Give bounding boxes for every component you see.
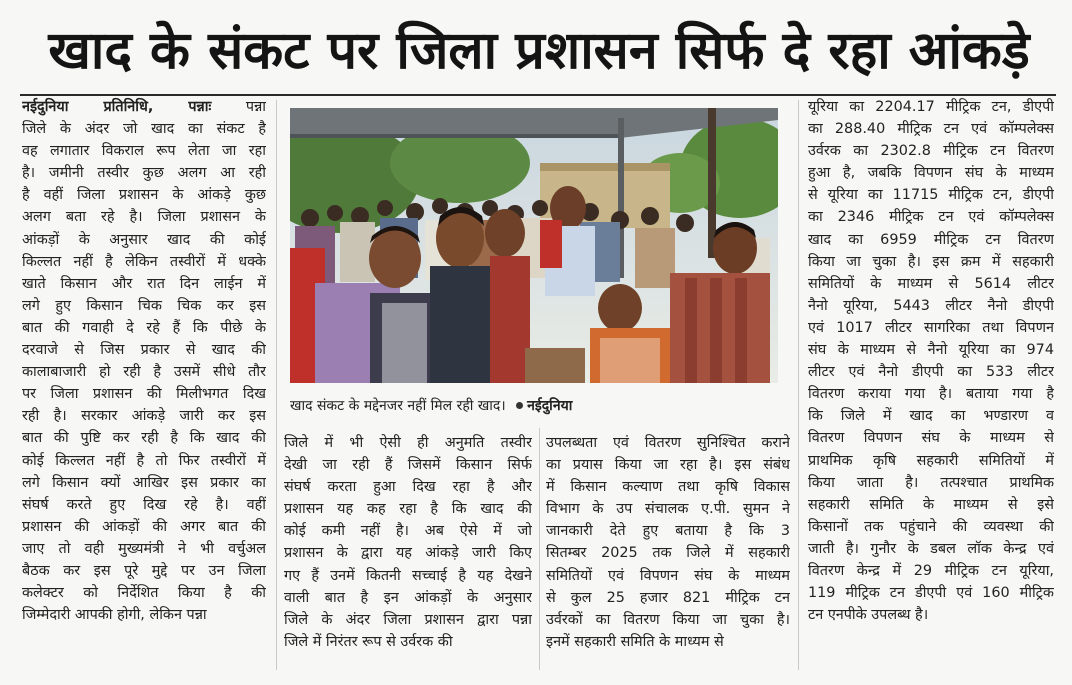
article-line: वाली बात है इन आंकड़ों के अनुसार: [284, 589, 532, 606]
article-line: लीटर एवं नैनो डीएपी का 533 लीटर: [808, 364, 1054, 381]
article-line: प्रशासन यह कह रहा है कि खाद की: [284, 501, 532, 518]
photo-caption: [290, 396, 780, 416]
article-line: जिम्मेदारी आपकी होगी, लेकिन पन्ना: [22, 607, 207, 624]
article-line: गए हैं उनमें कितनी सच्चाई है यह देखने: [284, 567, 532, 584]
article-column-mid2: [546, 432, 790, 653]
article-line: टन एनपीके उपलब्ध है।: [808, 607, 929, 624]
article-line: कालाबाजारी हो रही है उसमें सीधे तौर: [22, 364, 266, 381]
article-line: खाद का 6959 मीट्रिक टन वितरण: [808, 231, 1054, 248]
article-line: किया जाता है। तत्पश्चात प्राथमिक: [808, 474, 1054, 491]
article-line: उर्वरक का 2302.8 मीट्रिक टन वितरण: [808, 143, 1054, 160]
article-line: का प्रयास किया जा रहा है। इस संबंध: [546, 457, 790, 474]
article-line: का 2346 मीट्रिक टन एवं कॉम्पलेक्स: [808, 209, 1054, 226]
article-line: में किसान कल्याण तथा कृषि विकास: [546, 479, 790, 496]
article-line: से यूरिया का 11715 मीट्रिक टन, डीएपी: [808, 187, 1054, 204]
article-line: पर जिला प्रशासन की मिलीभगत दिख: [22, 386, 266, 403]
article-line: किया जा चुका है। इस क्रम में सहकारी: [808, 253, 1054, 270]
article-line: कोई कमी नहीं है। अब ऐसे में जो: [284, 523, 532, 540]
article-line: आंकड़ों के अनुसार खाद की कोई: [22, 231, 266, 248]
article-line: यूरिया का 2204.17 मीट्रिक टन, डीएपी: [808, 99, 1054, 115]
article-line: खाते किसान और रात दिन लाईन में: [22, 275, 266, 292]
article-line: किसानों तक पहुंचाने की व्यवस्था की: [808, 518, 1054, 535]
article-line: हुआ है, जबकि विपणन संघ के माध्यम: [808, 165, 1054, 182]
byline: नईदुनिया प्रतिनिधि, पन्नाः: [22, 99, 212, 115]
article-line: सहकारी समिति के माध्यम से इसे: [808, 496, 1054, 513]
article-line: कि जिले में खाद का भण्डारण व: [808, 408, 1054, 425]
article-line: अलग बता रहे है। जिला प्रशासन के: [22, 209, 266, 226]
article-line: लगे किसान क्यों आखिर इस प्रकार का: [22, 474, 266, 491]
article-line: से कुल 25 हजार 821 मीट्रिक टन: [546, 589, 790, 606]
article-line: किल्लत नहीं है लेकिन तस्वीरों में धक्के: [22, 253, 266, 270]
article-line: संघर्ष करते हुए दिख रहे है। वहीं: [22, 496, 266, 513]
article-line: कलेक्टर को निर्देशित किया है की: [22, 585, 266, 602]
article-line: प्राथमिक कृषि सहकारी समितियों में: [808, 452, 1054, 469]
article-line: बैठक कर इस पूरे मुद्दे पर उन जिला: [22, 562, 266, 579]
article-line: समितियों के माध्यम से 5614 लीटर: [808, 275, 1054, 292]
article-line: दरवाजे से जिस प्रकार से खाद की: [22, 342, 266, 359]
news-photo: [290, 108, 778, 383]
article-line: जानकारी देते हुए बताया है कि 3: [546, 523, 790, 540]
article-line: रही है। सरकार आंकड़े जारी कर इस: [22, 408, 266, 425]
article-line: नईदुनिया प्रतिनिधि, पन्नाः पन्ना: [22, 99, 266, 115]
article-line: समितियों एवं विपणन संघ के माध्यम: [546, 567, 790, 584]
article-line: देखी जा रही हैं जिसमें किसान सिर्फ: [284, 457, 532, 474]
caption-bullet-icon: [516, 402, 523, 409]
article-line: जिले के अंदर जो खाद का संकट है: [22, 121, 266, 138]
article-line: का 288.40 मीट्रिक टन एवं कॉम्पलेक्स: [808, 121, 1054, 138]
column-divider: [276, 100, 277, 670]
column-divider: [539, 428, 540, 670]
article-line: जाती है। गुनौर के डबल लॉक केन्द्र एवं: [808, 540, 1054, 557]
article-line: कोई किल्लत नहीं है तो फिर तस्वीरों में: [22, 452, 266, 469]
article-column-left: [22, 96, 266, 626]
article-line: बात की पुष्टि कर रही है कि खाद की: [22, 430, 266, 447]
article-line: वितरण केन्द्र में 29 मीट्रिक टन यूरिया,: [808, 562, 1054, 579]
article-line: वितरण विपणन संघ के माध्यम से: [808, 430, 1054, 447]
article-line: लगे हुए किसान चिक चिक कर इस: [22, 297, 266, 314]
article-column-right: [808, 96, 1054, 626]
article-line: बात की गवाही दे रहे हैं कि पीछे के: [22, 319, 266, 336]
article-line: है। जमीनी तस्वीर कुछ अलग आ रही: [22, 165, 266, 182]
headline: खाद के संकट पर जिला प्रशासन सिर्फ दे रहा आंकड़े: [48, 21, 1030, 81]
article-line: जाए तो वही मुख्यमंत्री ने भी वर्चुअल: [22, 540, 266, 557]
article-line: उपलब्धता एवं वितरण सुनिश्चित कराने: [546, 435, 790, 451]
article-column-mid1: [284, 432, 532, 653]
article-line: नैनो यूरिया, 5443 लीटर नैनो डीएपी: [808, 297, 1054, 314]
article-line: एवं 1017 लीटर सागरिका तथा विपणन: [808, 319, 1054, 336]
article-line: है वहीं जिला प्रशासन के आंकड़े कुछ: [22, 187, 266, 204]
crowd-photo-illustration: [290, 108, 778, 383]
article-line: 119 मीट्रिक टन डीएपी एवं 160 मीट्रिक: [808, 585, 1054, 602]
caption-text: खाद संकट के मद्देनजर नहीं मिल रही खाद।: [290, 398, 506, 414]
article-line: सितम्बर 2025 तक जिले में सहकारी: [546, 545, 790, 562]
article-line: जिले के अंदर जिला प्रशासन द्वारा पन्ना: [284, 611, 532, 628]
article-line: जिले में भी ऐसी ही अनुमति तस्वीर: [284, 435, 532, 451]
article-line: उर्वरकों का वितरण किया जा चुका है।: [546, 611, 790, 628]
caption-source: नईदुनिया: [527, 398, 573, 414]
column-divider: [798, 100, 799, 670]
article-line: वितरण कराया गया है। बताया गया है: [808, 386, 1054, 403]
article-line: प्रशासन की आंकड़ों की अगर बात की: [22, 518, 266, 535]
article-line: प्रशासन के द्वारा यह आंकड़े जारी किए: [284, 545, 532, 562]
article-line: संघ के माध्यम से नैनो यूरिया का 974: [808, 342, 1054, 359]
article-line: जिले में निरंतर रूप से उर्वरक की: [284, 633, 453, 650]
article-line: विभाग के उप संचालक ए.पी. सुमन ने: [546, 501, 790, 518]
article-line: इनमें सहकारी समिति के माध्यम से: [546, 633, 724, 650]
article-line: वह लगातार विकराल रूप लेता जा रहा: [22, 143, 266, 160]
article-line: संघर्ष करता हुआ दिख रहा है और: [284, 479, 532, 496]
